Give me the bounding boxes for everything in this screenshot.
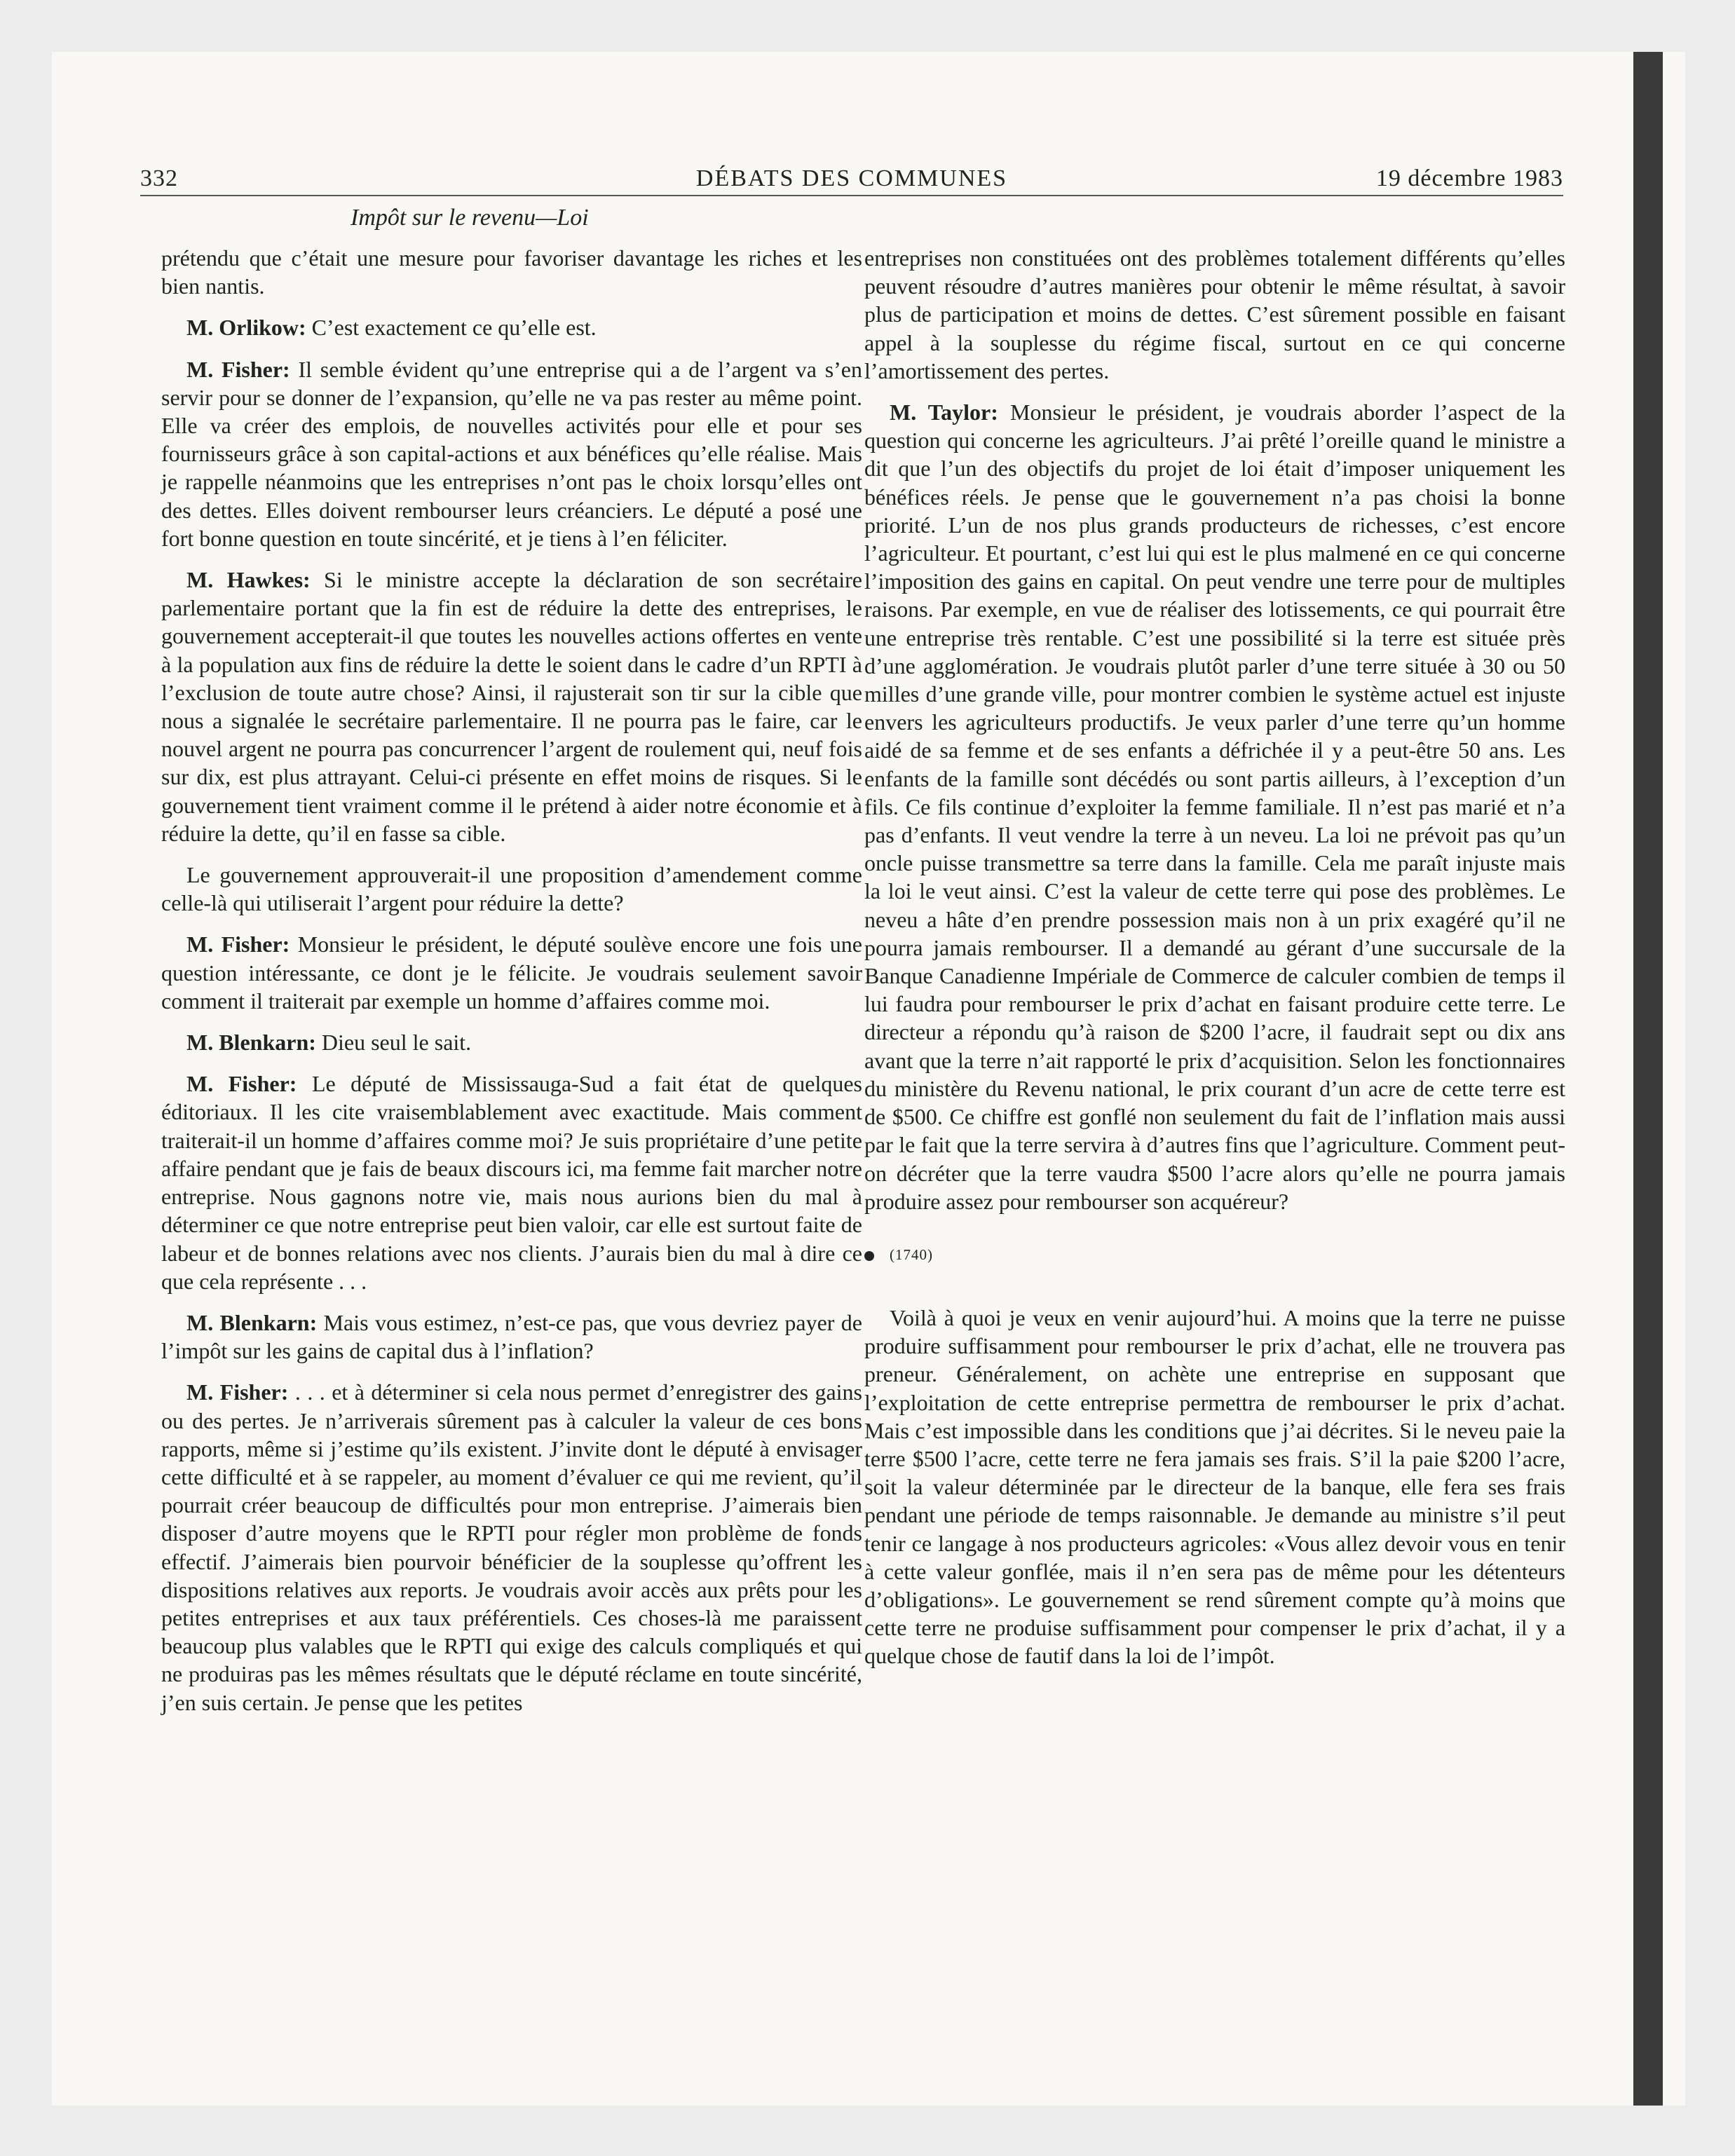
speaker-name: M. Fisher: (186, 1071, 297, 1097)
time-marker (864, 1245, 1565, 1264)
paragraph (864, 244, 1565, 385)
paragraph-text: Il semble évident qu’une entreprise qui a de l’argent va s’en servir pour se donner de l’expansion, qu’elle ne va pas rester au même point. Elle va créer des emplois, de nouvelles activités pour elle et pour ses fournisseurs grâce à son capital-actions et aux bénéfices qu’elle réalise. Mais je rappelle néanmoins que les entreprises n’ont pas le choix lorsqu’elles ont des dettes. Elles doivent rembourser leurs créanciers. Le député a posé une fort bonne question en toute sincérité, et je tiens à l’en féliciter. (161, 356, 863, 551)
paragraph (161, 1378, 862, 1716)
page-header (140, 157, 1563, 196)
paragraph-text: Le gouvernement approuverait-il une proposition d’amendement comme celle-là qui utiliserait l’argent pour réduire la dette? (161, 862, 862, 916)
paragraph-text: . . . et à déterminer si cela nous permet d’enregistrer des gains ou des pertes. Je n’arriverais sûrement pas à calculer la valeur de ces bons rapports, même si j’estime qu’ils existent. J’invite dont le député à envisager cette difficulté et à se rappeler, au moment d’évaluer ce qui me revient, qu’il pourrait créer beaucoup de difficultés pour mon entreprise. J’aimerais bien disposer d’autre moyens que le RPTI pour régler mon problème de fonds effectif. J’aimerais bien pourvoir bénéficier de la souplesse qu’offrent les dispositions relatives aux reports. Je voudrais avoir accès aux prêts pour les petites entreprises et aux taux préférentiels. Ces choses-là me paraissent beaucoup plus valables que le RPTI qui exige des calculs compliqués et qui ne produiras pas les mêmes résultats que le député réclame en toute sincérité, j’en suis certain. Je pense que les petites (161, 1379, 862, 1715)
paragraph (161, 930, 862, 1015)
speaker-name: M. Fisher: (186, 1379, 289, 1405)
paragraph-text: prétendu que c’était une mesure pour favoriser davantage les riches et les bien nantis. (161, 245, 862, 299)
paragraph-text: Le député de Mississauga-Sud a fait état de quelques éditoriaux. Il les cite vraisemblablement avec exactitude. Mais comment traiterait-il un homme d’affaires comme moi? Je suis propriétaire d’une petite affaire pendant que je fais de beaux discours ici, ma femme fait marcher notre entreprise. Nous gagnons notre vie, mais nous aurions bien du mal à déterminer ce que notre entreprise peut bien valoir, car elle est surtout faite de labeur et de bonnes relations avec nos clients. J’aurais bien du mal à dire ce que cela représente . . . (161, 1071, 863, 1294)
paragraph-text: Monsieur le président, je voudrais aborder l’aspect de la question qui concerne les agriculteurs. J’ai prêté l’oreille quand le ministre a dit que l’un des objectifs du projet de loi était d’imposer uniquement les bénéfices réels. Je pense que le gouvernement n’a pas choisi la bonne priorité. L’un de nos plus grands producteurs de richesses, c’est encore l’agriculteur. Et pourtant, c’est lui qui est le plus malmené en ce qui concerne l’imposition des gains en capital. On peut vendre une terre pour de multiples raisons. Par exemple, en vue de réaliser des lotissements, ce qui pourrait être une entreprise très rentable. C’est une possibilité si la terre est située près d’une agglomération. Je voudrais plutôt parler d’une terre située à 30 ou 50 milles d’une grande ville, pour montrer combien le système actuel est injuste envers les agriculteurs productifs. Je veux parler d’une terre qu’un homme aidé de sa femme et de ses enfants a défrichée il y a peut-être 50 ans. Les enfants de la famille sont décédés ou sont partis ailleurs, à l’exception d’un fils. Ce fils continue d’exploiter la femme familiale. Il n’est pas marié et n’a pas d’enfants. Il veut vendre la terre à un neveu. La loi ne prévoit pas qu’un oncle puisse transmettre sa terre dans la famille. Cela me paraît injuste mais la loi le veut ainsi. C’est la valeur de cette terre qui pose des problèmes. Le neveu a hâte d’en prendre possession mais non à un prix exagéré qu’il ne pourra jamais rembourser. Il a demandé au gérant d’une succursale de la Banque Canadienne Impériale de Commerce de calculer combien de temps il lui faudra pour rembourser le prix d’achat en faisant produire cette terre. Le directeur a répondu qu’à raison de $200 l’acre, il faudrait sept ou dix ans avant que la terre n’ait rapporté le prix d’acquisition. Selon les fonctionnaires du ministère du Revenu national, le prix courant d’un acre de cette terre est de $500. Ce chiffre est gonflé non seulement du fait de l’inflation mais aussi par le fait que la terre servira à d’autres fins que l’agriculture. Comment peut-on décréter que la terre vaudra $500 l’acre alors qu’elle ne pourra jamais produire assez pour rembourser son acquéreur? (864, 400, 1566, 1214)
paragraph (161, 355, 862, 552)
paragraph (161, 313, 862, 341)
paragraph (864, 398, 1565, 1215)
speaker-name: M. Blenkarn: (186, 1309, 318, 1335)
paragraph-text: Monsieur le président, le député soulève encore une fois une question intéressante, ce dont je le félicite. Je voudrais seulement savoir comment il traiterait par exemple un homme d’affaires comme moi. (161, 932, 863, 1014)
right-column-top (864, 244, 1565, 1215)
paragraph (161, 1028, 862, 1056)
paragraph (161, 566, 862, 847)
paragraph-text: Mais vous estimez, n’est-ce pas, que vous devriez payer de l’impôt sur les gains de capital dus à l’inflation? (161, 1309, 863, 1364)
paragraph-text: C’est exactement ce qu’elle est. (306, 315, 597, 341)
page-number: 332 (140, 165, 178, 191)
speaker-name: M. Taylor: (890, 400, 998, 425)
publication-title: DÉBATS DES COMMUNES (695, 165, 1008, 191)
running-subheading: Impôt sur le revenu—Loi (351, 205, 589, 231)
page-date: 19 décembre 1983 (1375, 165, 1563, 191)
speaker-name: M. Orlikow: (186, 315, 306, 341)
right-column (864, 244, 1565, 1684)
paragraph (864, 1304, 1565, 1670)
paragraph-text: Si le ministre accepte la déclaration de son secrétaire parlementaire portant que la fin est de réduire la dette des entreprises, le gouvernement accepterait-il que toutes les nouvelles actions offertes en vente à la population aux fins de réduire la dette le soient dans le cadre d’un RPTI à l’exclusion de toute autre chose? Ainsi, il rajusterait son tir sur la cible que nous a signalée le secrétaire parlementaire. Il ne pourra pas le faire, car le nouvel argent ne pourra pas concurrencer l’argent de roulement qui, neuf fois sur dix, est plus attrayant. Celui-ci présente en effet moins de risques. Si le gouvernement tient vraiment comme il le prétend à aider notre économie et à réduire la dette, qu’il en fasse sa cible. (161, 567, 863, 846)
speaker-name: M. Fisher: (186, 356, 290, 382)
bullet-icon (864, 1251, 874, 1261)
speaker-name: M. Blenkarn: (186, 1030, 316, 1056)
paragraph (161, 244, 862, 300)
paragraph-text: Dieu seul le sait. (315, 1030, 472, 1056)
right-column-bottom (864, 1304, 1565, 1670)
time-marker-label: (1740) (890, 1246, 933, 1263)
paragraph (161, 861, 862, 917)
speaker-name: M. Hawkes: (186, 567, 311, 593)
paragraph (161, 1070, 862, 1295)
paragraph-text: Voilà à quoi je veux en venir aujourd’hui. A moins que la terre ne puisse produire suffisamment pour rembourser le prix d’achat, elle ne trouvera pas preneur. Généralement, on achète une entreprise en supposant que l’exploitation de cette entreprise permettra de rembourser le prix d’achat. Mais c’est impossible dans les conditions que j’ai décrites. Si le neveu paie la terre $500 l’acre, cette terre ne fera jamais ses frais. S’il la paie $200 l’acre, soit la valeur déterminée par le directeur de la banque, elle fera ses frais pendant une période de temps raisonnable. Je demande au ministre s’il peut tenir ce langage à nos producteurs agricoles: «Vous allez devoir vous en tenir à cette valeur gonflée, mais il n’en sera pas de même pour les détenteurs d’obligations». Le gouvernement se rend sûrement compte qu’à moins que cette terre ne produise suffisamment pour compenser le prix d’achat, il y a quelque chose de fautif dans la loi de l’impôt. (864, 1304, 1565, 1669)
left-column (161, 244, 862, 1730)
speaker-name: M. Fisher: (186, 932, 290, 957)
scan-edge (1633, 52, 1663, 2106)
paragraph (161, 1309, 862, 1365)
paragraph-text: entreprises non constituées ont des problèmes totalement différents qu’elles peuvent résoudre d’autres manières pour obtenir le même résultat, à savoir plus de participation et moins de dettes. C’est sûrement possible en faisant appel à la souplesse du régime fiscal, surtout en ce qui concerne l’amortissement des pertes. (864, 245, 1565, 383)
